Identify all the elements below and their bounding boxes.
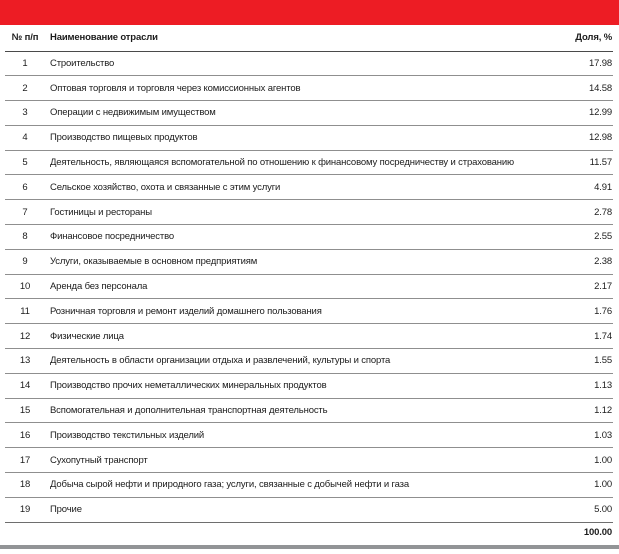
table-row	[5, 101, 613, 126]
table-row	[5, 497, 613, 522]
row-industry-name: Сухопутный транспорт	[45, 448, 551, 473]
row-num: 7	[5, 200, 45, 225]
row-num: 2	[5, 76, 45, 101]
row-num: 11	[5, 299, 45, 324]
row-share-value: 1.13	[551, 373, 613, 398]
table-row	[5, 423, 613, 448]
table-header-row	[5, 25, 613, 51]
table-row	[5, 225, 613, 250]
row-industry-name: Аренда без персонала	[45, 274, 551, 299]
row-share-value: 1.00	[551, 448, 613, 473]
row-share-value: 2.55	[551, 225, 613, 250]
table-row	[5, 398, 613, 423]
table-row	[5, 175, 613, 200]
row-share-value: 4.91	[551, 175, 613, 200]
row-industry-name: Деятельность в области организации отдыха и развлечений, культуры и спорта	[45, 349, 551, 374]
row-share-value: 1.03	[551, 423, 613, 448]
bottom-rule-bar	[0, 545, 619, 549]
red-accent-bar	[0, 0, 619, 25]
row-industry-name: Деятельность, являющаяся вспомогательной по отношению к финансовому посредничеству и страхованию	[45, 150, 551, 175]
table-row	[5, 448, 613, 473]
row-share-value: 1.00	[551, 473, 613, 498]
col-header-share: Доля, %	[551, 25, 613, 51]
row-share-value: 12.98	[551, 125, 613, 150]
row-num: 8	[5, 225, 45, 250]
row-share-value: 1.12	[551, 398, 613, 423]
table-row	[5, 274, 613, 299]
row-share-value: 1.55	[551, 349, 613, 374]
row-industry-name: Услуги, оказываемые в основном предприятиям	[45, 249, 551, 274]
row-share-value: 14.58	[551, 76, 613, 101]
row-industry-name: Производство пищевых продуктов	[45, 125, 551, 150]
table-row	[5, 373, 613, 398]
row-share-value: 11.57	[551, 150, 613, 175]
row-share-value: 2.78	[551, 200, 613, 225]
row-num: 1	[5, 51, 45, 76]
row-num: 15	[5, 398, 45, 423]
row-industry-name: Вспомогательная и дополнительная транспортная деятельность	[45, 398, 551, 423]
row-num: 12	[5, 324, 45, 349]
total-num-cell	[5, 522, 45, 543]
col-header-num: № п/п	[5, 25, 45, 51]
row-share-value: 17.98	[551, 51, 613, 76]
row-industry-name: Строительство	[45, 51, 551, 76]
total-share-value: 100.00	[583, 527, 612, 539]
table-row	[5, 349, 613, 374]
row-industry-name: Прочие	[45, 497, 551, 522]
col-header-name: Наименование отрасли	[45, 25, 551, 51]
row-industry-name: Физические лица	[45, 324, 551, 349]
row-industry-name: Производство текстильных изделий	[45, 423, 551, 448]
row-industry-name: Финансовое посредничество	[45, 225, 551, 250]
row-num: 16	[5, 423, 45, 448]
row-industry-name: Гостиницы и рестораны	[45, 200, 551, 225]
table-row	[5, 51, 613, 76]
row-num: 5	[5, 150, 45, 175]
row-num: 6	[5, 175, 45, 200]
table-row	[5, 249, 613, 274]
row-share-value: 1.74	[551, 324, 613, 349]
row-share-value: 5.00	[551, 497, 613, 522]
row-num: 19	[5, 497, 45, 522]
row-industry-name: Операции с недвижимым имуществом	[45, 101, 551, 126]
total-name-cell	[45, 522, 551, 543]
industry-share-table	[5, 25, 613, 543]
row-num: 13	[5, 349, 45, 374]
table-row	[5, 125, 613, 150]
row-industry-name: Розничная торговля и ремонт изделий домашнего пользования	[45, 299, 551, 324]
row-share-value: 1.76	[551, 299, 613, 324]
row-industry-name: Оптовая торговля и торговля через комиссионных агентов	[45, 76, 551, 101]
row-industry-name: Сельское хозяйство, охота и связанные с этим услуги	[45, 175, 551, 200]
row-industry-name: Производство прочих неметаллических минеральных продуктов	[45, 373, 551, 398]
row-num: 10	[5, 274, 45, 299]
row-num: 14	[5, 373, 45, 398]
table-row	[5, 76, 613, 101]
row-share-value: 12.99	[551, 101, 613, 126]
table-body	[5, 51, 613, 522]
table-row	[5, 200, 613, 225]
row-num: 18	[5, 473, 45, 498]
table-row	[5, 299, 613, 324]
row-share-value: 2.38	[551, 249, 613, 274]
row-industry-name: Добыча сырой нефти и природного газа; услуги, связанные с добычей нефти и газа	[45, 473, 551, 498]
row-num: 4	[5, 125, 45, 150]
row-num: 17	[5, 448, 45, 473]
table-row	[5, 150, 613, 175]
table-row	[5, 324, 613, 349]
total-row	[5, 522, 613, 543]
row-share-value: 2.17	[551, 274, 613, 299]
row-num: 3	[5, 101, 45, 126]
row-num: 9	[5, 249, 45, 274]
table-row	[5, 473, 613, 498]
